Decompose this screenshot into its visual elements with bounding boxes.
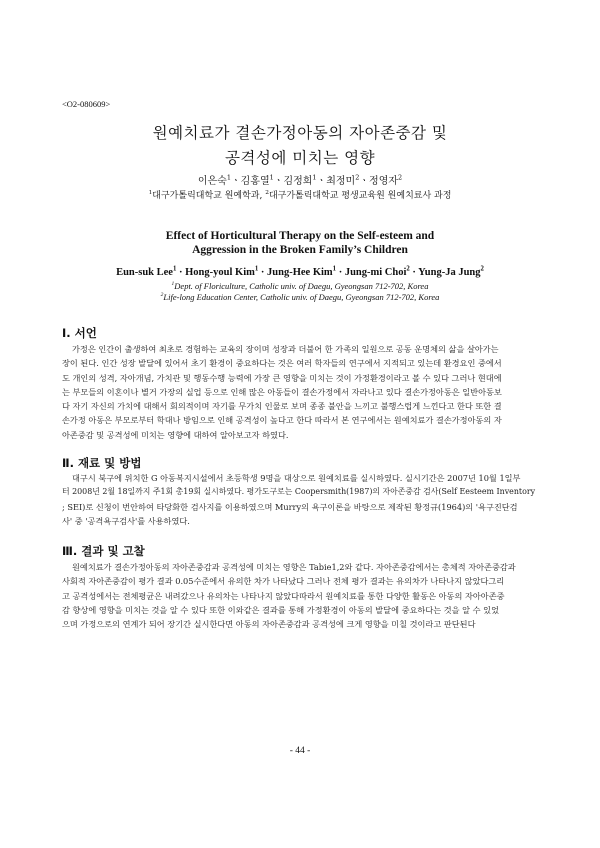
abstract-code: <O2-080609> bbox=[62, 99, 111, 109]
korean-title-line-1: 원예치료가 결손가정아동의 자아존중감 및 bbox=[152, 124, 448, 142]
section-body-methods bbox=[62, 471, 538, 528]
page-number: - 44 - bbox=[289, 746, 311, 756]
author-name: 김정희 bbox=[283, 176, 313, 187]
english-title-line-2: Aggression in the Broken Family’s Children bbox=[192, 244, 408, 256]
body-line: 사' 중 '공격욕구검사'를 사용하였다. bbox=[62, 515, 190, 526]
body-line: 감 향상에 영향을 미치는 것을 알 수 있다 또한 이와같은 결과를 통해 가정환경이 아동의 발달에 중요하다는 것을 알 수 있었 bbox=[62, 604, 499, 615]
section-heading-methods: Ⅱ. 재료 및 방법 bbox=[62, 456, 142, 470]
body-line: 가정은 인간이 출생하여 최초로 경험하는 교육의 장이며 성장과 더불어 한 가족의 일원으로 공동 운명체의 삶을 살아가는 bbox=[72, 344, 499, 354]
body-line: 장이 된다. 인간 성장 발달에 있어서 초기 환경이 중요하다는 것은 여러 학자들의 연구에서 지적되고 있는데 환경요인 중에서 bbox=[62, 358, 502, 369]
korean-authors: 이은숙$^1$ㆍ김홍열$^1$ㆍ김정희$^1$ㆍ최정미$^2$ㆍ정영자$^2$ bbox=[197, 173, 403, 187]
korean-title-line-2: 공격성에 미치는 영향 bbox=[224, 149, 376, 167]
author-name: Hong-youl Kim bbox=[185, 267, 255, 278]
korean-affiliation: $^1$대구가톨릭대학교 원예학과, $^2$대구가톨릭대학교 평생교육원 원예치료사 과정 bbox=[148, 190, 452, 201]
author-name: 정영자 bbox=[369, 176, 399, 187]
author-name: 최정미 bbox=[326, 176, 356, 187]
body-line: ; SEI)로 신청이 번안하여 타당화한 검사지를 이용하였으며 Murry의 욕구이론을 바탕으로 제작된 황정규(1964)의 '욕구진단검 bbox=[62, 501, 518, 512]
body-line: 대구시 북구에 위치한 G 아동복지시설에서 초등학생 9명을 대상으로 원예치료를 실시하였다. 실시기간은 2007년 10월 1일부 bbox=[72, 473, 521, 483]
section-body-results bbox=[62, 560, 538, 631]
body-line: 터 2008년 2월 18일까지 주1회 총19회 실시하였다. 평가도구로는 Coopersmith(1987)의 자아존중감 검사(Self Eesteem Inventory bbox=[62, 487, 536, 497]
author-name: Jung-Hee Kim bbox=[267, 267, 333, 278]
section-body-introduction bbox=[62, 342, 538, 442]
body-line: 원예치료가 결손가정아동의 자아존중감과 공격성에 미치는 영향은 Tabie1,2와 같다. 자아존중감에서는 총체적 자아존중감과 bbox=[72, 562, 516, 572]
author-name: 김홍열 bbox=[240, 176, 270, 187]
section-heading-results: Ⅲ. 결과 및 고찰 bbox=[62, 544, 145, 558]
body-line: 는 부모들의 이혼이나 별거 가장의 실업 등으로 인해 많은 아동들이 결손가정에서 자라나고 있다 결손가정아동은 일반아동보 bbox=[62, 386, 502, 397]
english-affiliation-line-1: $^1$Dept. of Floriculture, Catholic univ. of Daegu, Gyeongsan 712-702, Korea bbox=[171, 281, 429, 291]
body-line: 도 개인의 성격, 자아개념, 가치관 및 행동수행 능력에 가장 큰 영향을 미치는 것이 가정환경이라고 볼 수 있다 그러나 현대에 bbox=[62, 372, 502, 383]
body-line: 손가정 아동은 부모로부터 학대나 방임으로 인해 공격성이 높다고 한다 따라서 본 연구에서는 원예치료가 결손가정아동의 자 bbox=[62, 415, 502, 426]
author-name: Jung-mi Choi bbox=[344, 267, 407, 278]
english-authors: Eun-suk Lee$^1$ · Hong-youl Kim$^1$ · Jung-Hee Kim$^1$ · Jung-mi Choi$^2$ · Yung-Ja Jung$^2$ bbox=[116, 265, 484, 278]
section-heading-introduction: Ⅰ. 서언 bbox=[62, 326, 97, 340]
author-name: Yung-Ja Jung bbox=[418, 267, 481, 278]
body-line: 으며 가정으로의 연계가 되어 장기간 실시한다면 아동의 자아존중감과 공격성에 크게 영향을 미칠 것이라고 판단된다 bbox=[62, 619, 476, 630]
body-line: 다 자기 자신의 가치에 대해서 회의적이며 자기를 무가치 인물로 보며 종종 불안을 느끼고 불행스럽게 느낀다고 한다 또한 결 bbox=[62, 401, 502, 412]
body-line: 고 공격성에서는 전체평균은 내려갔으나 유의차는 나타나지 않았다따라서 원예치료를 통한 다양한 활동은 아동의 자아아존중 bbox=[62, 590, 505, 601]
author-name: Eun-suk Lee bbox=[116, 267, 173, 278]
english-title-line-1: Effect of Horticultural Therapy on the Self-esteem and bbox=[165, 230, 435, 242]
author-name: 이은숙 bbox=[197, 176, 227, 187]
body-line: 사회적 자아존중감이 평가 결과 0.05수준에서 유의한 차가 나타났다 그러나 전체 평가 결과는 유의차가 나타나지 않았다그리 bbox=[62, 576, 505, 587]
body-line: 아존중감 및 공격성에 미치는 영향에 대하여 알아보고자 하였다. bbox=[62, 429, 289, 440]
english-affiliation-line-2: $^2$Life-long Education Center, Catholic univ. of Daegu, Gyeongsan 712-702, Korea bbox=[160, 292, 440, 302]
